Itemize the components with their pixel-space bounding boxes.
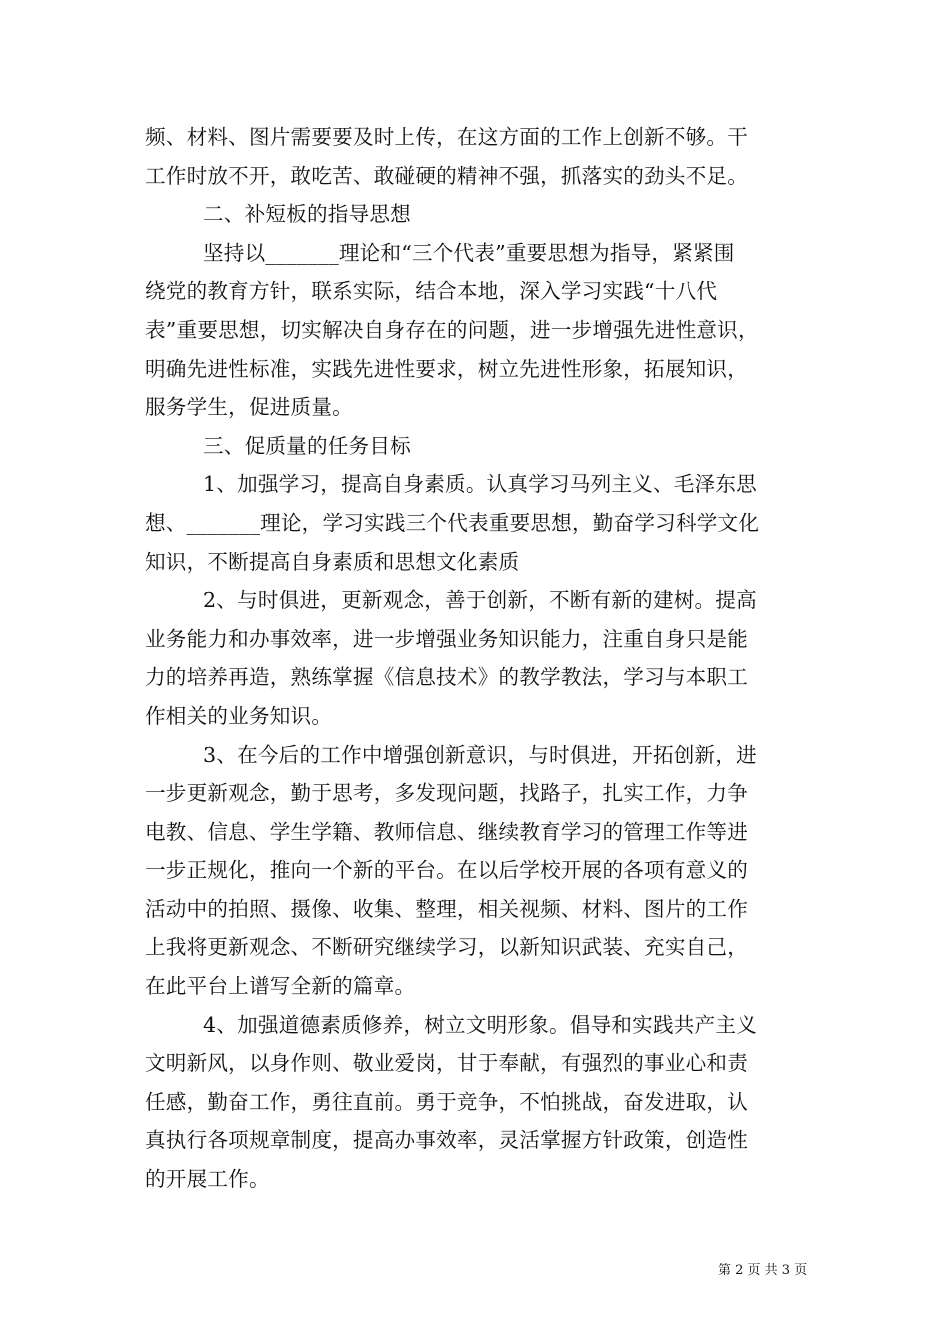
text-line: 想、_______理论，学习实践三个代表重要思想，勤奋学习科学文化 bbox=[145, 510, 760, 535]
text-line: 工作时放不开，敢吃苦、敢碰硬的精神不强，抓落实的劲头不足。 bbox=[145, 163, 749, 188]
text-line: 明确先进性标准，实践先进性要求，树立先进性形象，拓展知识， bbox=[145, 356, 749, 381]
section-heading: 三、促质量的任务目标 bbox=[203, 433, 411, 458]
text-line: 真执行各项规章制度，提高办事效率，灵活掌握方针政策，创造性 bbox=[145, 1128, 749, 1153]
paragraph-start: 3、在今后的工作中增强创新意识，与时俱进，开拓创新，进 bbox=[203, 742, 757, 767]
text-line: 电教、信息、学生学籍、教师信息、继续教育学习的管理工作等进 bbox=[145, 819, 749, 844]
paragraph-start: 2、与时俱进，更新观念，善于创新，不断有新的建树。提高 bbox=[203, 588, 757, 613]
text-line: 一步正规化，推向一个新的平台。在以后学校开展的各项有意义的 bbox=[145, 858, 749, 883]
text-line: 任感，勤奋工作，勇往直前。勇于竞争，不怕挑战，奋发进取，认 bbox=[145, 1089, 749, 1114]
text-line: 在此平台上谱写全新的篇章。 bbox=[145, 974, 416, 999]
text-line: 绕党的教育方针，联系实际，结合本地，深入学习实践“十八代 bbox=[145, 279, 718, 304]
section-heading: 二、补短板的指导思想 bbox=[203, 202, 411, 227]
paragraph-start: 1、加强学习，提高自身素质。认真学习马列主义、毛泽东思 bbox=[203, 472, 757, 497]
text-line: 活动中的拍照、摄像、收集、整理，相关视频、材料、图片的工作 bbox=[145, 896, 749, 921]
text-line: 文明新风，以身作则、敬业爱岗，甘于奉献，有强烈的事业心和责 bbox=[145, 1051, 749, 1076]
paragraph-start: 坚持以_______理论和“三个代表”重要思想为指导，紧紧围 bbox=[203, 240, 735, 265]
text-line: 作相关的业务知识。 bbox=[145, 703, 333, 728]
text-line: 一步更新观念，勤于思考，多发现问题，找路子，扎实工作，力争 bbox=[145, 781, 749, 806]
text-line: 表”重要思想，切实解决自身存在的问题，进一步增强先进性意识， bbox=[145, 317, 759, 342]
text-line: 知识，不断提高自身素质和思想文化素质 bbox=[145, 549, 520, 574]
page-number-footer: 第 2 页 共 3 页 bbox=[718, 1263, 808, 1278]
text-line: 频、材料、图片需要要及时上传，在这方面的工作上创新不够。干 bbox=[145, 125, 749, 149]
text-line: 上我将更新观念、不断研究继续学习，以新知识武装、充实自己， bbox=[145, 935, 749, 960]
text-line: 的开展工作。 bbox=[145, 1167, 270, 1192]
text-line: 服务学生，促进质量。 bbox=[145, 395, 353, 420]
text-line: 业务能力和办事效率，进一步增强业务知识能力，注重自身只是能 bbox=[145, 626, 749, 651]
paragraph-start: 4、加强道德素质修养，树立文明形象。倡导和实践共产主义 bbox=[203, 1012, 757, 1037]
document-body bbox=[145, 118, 810, 1199]
text-line: 力的培养再造，熟练掌握《信息技术》的教学教法，学习与本职工 bbox=[145, 665, 749, 690]
